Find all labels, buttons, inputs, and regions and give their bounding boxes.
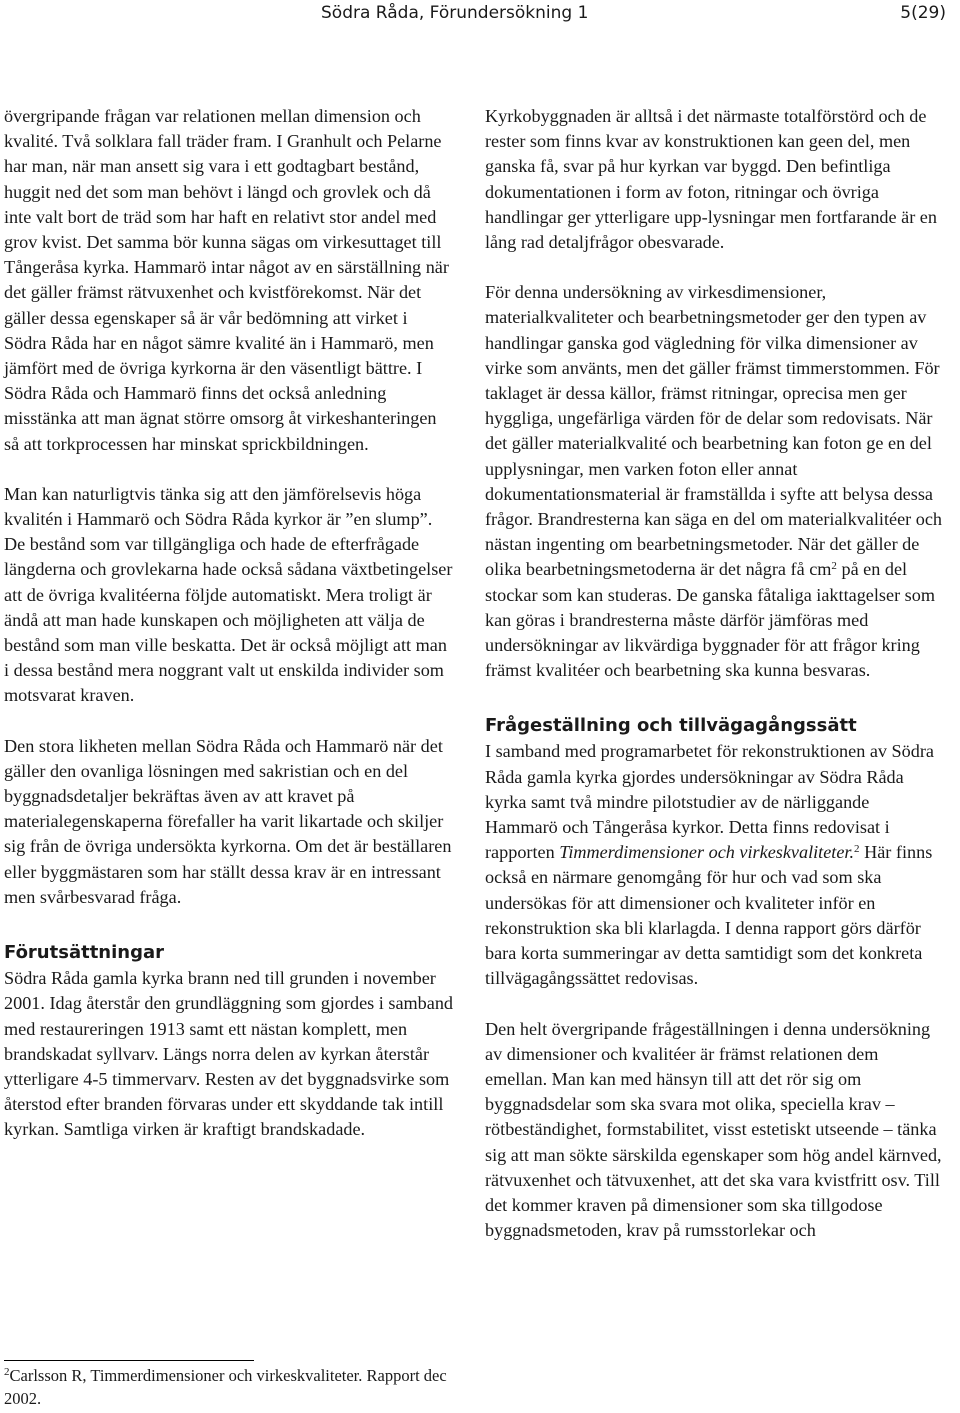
heading-fragestallning: Frågeställning och tillvägagångssätt (485, 715, 857, 737)
left-paragraph-4: Södra Råda gamla kyrka brann ned till grunden i november 2001. Idag återstår den grundläggning som gjordes i samband med restaureringen 1913 samt ett nästan komplett, men brandskadat syllvarv. Längs norra delen av kyrkan återstår ytterligare 4-5 timmervarv. Resten av det byggnadsvirke som återstod efter branden förvaras under ett skyddande tak intill kyrkan. Samtliga virken är kraftigt brandskadade. (4, 968, 454, 1140)
right-paragraph-2 (485, 280, 945, 683)
left-column (4, 104, 454, 1143)
right-column (485, 104, 945, 1243)
footnote-reference: 2 (854, 843, 860, 856)
footnote-divider (4, 1360, 254, 1361)
right-paragraph-3 (485, 739, 945, 991)
report-title: Timmerdimensioner och virkeskvaliteter. (559, 842, 855, 863)
heading-forutsattningar: Förutsättningar (4, 942, 165, 964)
header-title: Södra Råda, Förundersökning 1 (321, 3, 589, 23)
superscript: 2 (831, 560, 837, 573)
right-paragraph-3-part-2: Här finns också en närmare genomgång för hur och vad som ska undersökas för att dimensioner och kvaliteter inför en rekonstruktion ska bli klarlagda. I denna rapport görs därför bara korta summeringar av detta samtidigt som det konkreta tillvägagångssättet redovisas. (485, 842, 933, 989)
left-paragraph-1: övergripande frågan var relationen mellan dimension och kvalité. Två solklara fall träder fram. I Granhult och Pelarne har man, när man ansett sig vara i ett godtagbart bestånd, huggit ned det som man behövt i längd och grovlek och då inte valt bort de träd som har haft en relativt stor andel med grov kvist. Det samma bör kunna sägas om virkesuttaget till Tångeråsa kyrka. Hammarö intar något av en särställning när det gäller främst rätvuxenhet och kvistförekomst. När det gäller dessa egenskaper så är vår bedömning att virket i Södra Råda har en något sämre kvalité än i Hammarö, men jämfört med de övriga kyrkorna är den väsentligt bättre. I Södra Råda och Hammarö finns det också anledning misstänka att man ägnat större omsorg åt virkeshanteringen så att torkprocessen har minskat sprickbildningen. (4, 106, 449, 454)
right-paragraph-3-part-1: I samband med programarbetet för rekonstruktionen av Södra Råda gamla kyrka gjordes undersökningar av Södra Råda kyrka samt två mindre pilotstudier av de närliggande Hammarö och Tångeråsa kyrkor. Detta finns redovisat i rapporten (485, 741, 934, 863)
footnote-text: Carlsson R, Timmerdimensioner och virkeskvaliteter. Rapport dec 2002. (4, 1366, 447, 1408)
left-paragraph-2: Man kan naturligtvis tänka sig att den jämförelsevis höga kvalitén i Hammarö och Södra Råda kyrkor är ”en slump”. De bestånd som var tillgängliga och hade de efterfrågade längderna och grovlekarna hade också sådana växtbetingelser att de övriga kvalitéerna följde automatiskt. Mera troligt är ändå att man hade kunskapen och möjligheten att välja de bestånd som man ville beskatta. Det är också möjligt att man i dessa bestånd mera noggrant valt ut enskilda individer som motsvarat kraven. (4, 483, 453, 706)
page-header (0, 0, 960, 30)
footnote-number: 2 (4, 1366, 10, 1378)
right-paragraph-4: Den helt övergripande frågeställningen i denna undersökning av dimensioner och kvalitéer är främst relationen dem emellan. Man kan med hänsyn till att det rör sig om byggnadsdelar som ska svara mot olika, speciella krav – rötbeständighet, formstabilitet, visst estetiskt utseende – tänka sig att man sökte särskilda egenskaper som hög andel kärnved, rätvuxenhet och tätvuxenhet, att det ska vara kvistfritt osv. Till det kommer kraven på dimensioner som ska tillgodose byggnadsmetoden, krav på rumsstorlekar och (485, 1018, 942, 1241)
right-paragraph-2-part-1: För denna undersökning av virkesdimensioner, materialkvaliteter och bearbetningsmetoder ger den typen av handlingar ganska god vägledning för vilka dimensioner av virke som använts, men det gäller främst timmerstommen. För taklaget är dessa källor, främst ritningar, oprecisa men ger hyggliga, ungefärliga värden för de delar som redovisats. När det gäller materialkvalité och bearbetning kan foton ge en del upplysningar, men varken foton eller annat dokumentationsmaterial är framställda i syfte att belysa dessa frågor. Brandresterna kan säga en del om materialkvalitéer och nästan ingenting om bearbetningsmetoder. När det gäller de olika bearbetningsmetoderna är det några få cm (485, 282, 943, 580)
right-paragraph-1: Kyrkobyggnaden är alltså i det närmaste totalförstörd och de rester som finns kvar av konstruktionen kan geen del, men ganska få, svar på hur kyrkan var byggd. Den befintliga dokumentationen i form av foton, ritningar och övriga handlingar ger ytterligare upp-lysningar men fortfarande är en lång rad detaljfrågor obesvarade. (485, 106, 937, 253)
header-page-number: 5(29) (900, 3, 946, 23)
footnote (4, 1364, 464, 1410)
right-paragraph-2-part-2: på en del stockar som kan studeras. De ganska fåtaliga iakttagelser som kan göras i brandresterna måste därför jämföras med undersökningar av likvärdiga byggnader för att frågor kring främst kvalitéer och bearbetning ska kunna besvaras. (485, 559, 935, 681)
left-paragraph-3: Den stora likheten mellan Södra Råda och Hammarö när det gäller den ovanliga lösningen med sakristian och en del byggnadsdetaljer bekräftas även av att kravet på materialegenskaperna förefaller ha varit likartade och skiljer sig från de övriga undersökta kyrkorna. Om det är beställaren eller byggmästaren som har ställt dessa krav är en intressant men svårbesvarad fråga. (4, 735, 452, 907)
